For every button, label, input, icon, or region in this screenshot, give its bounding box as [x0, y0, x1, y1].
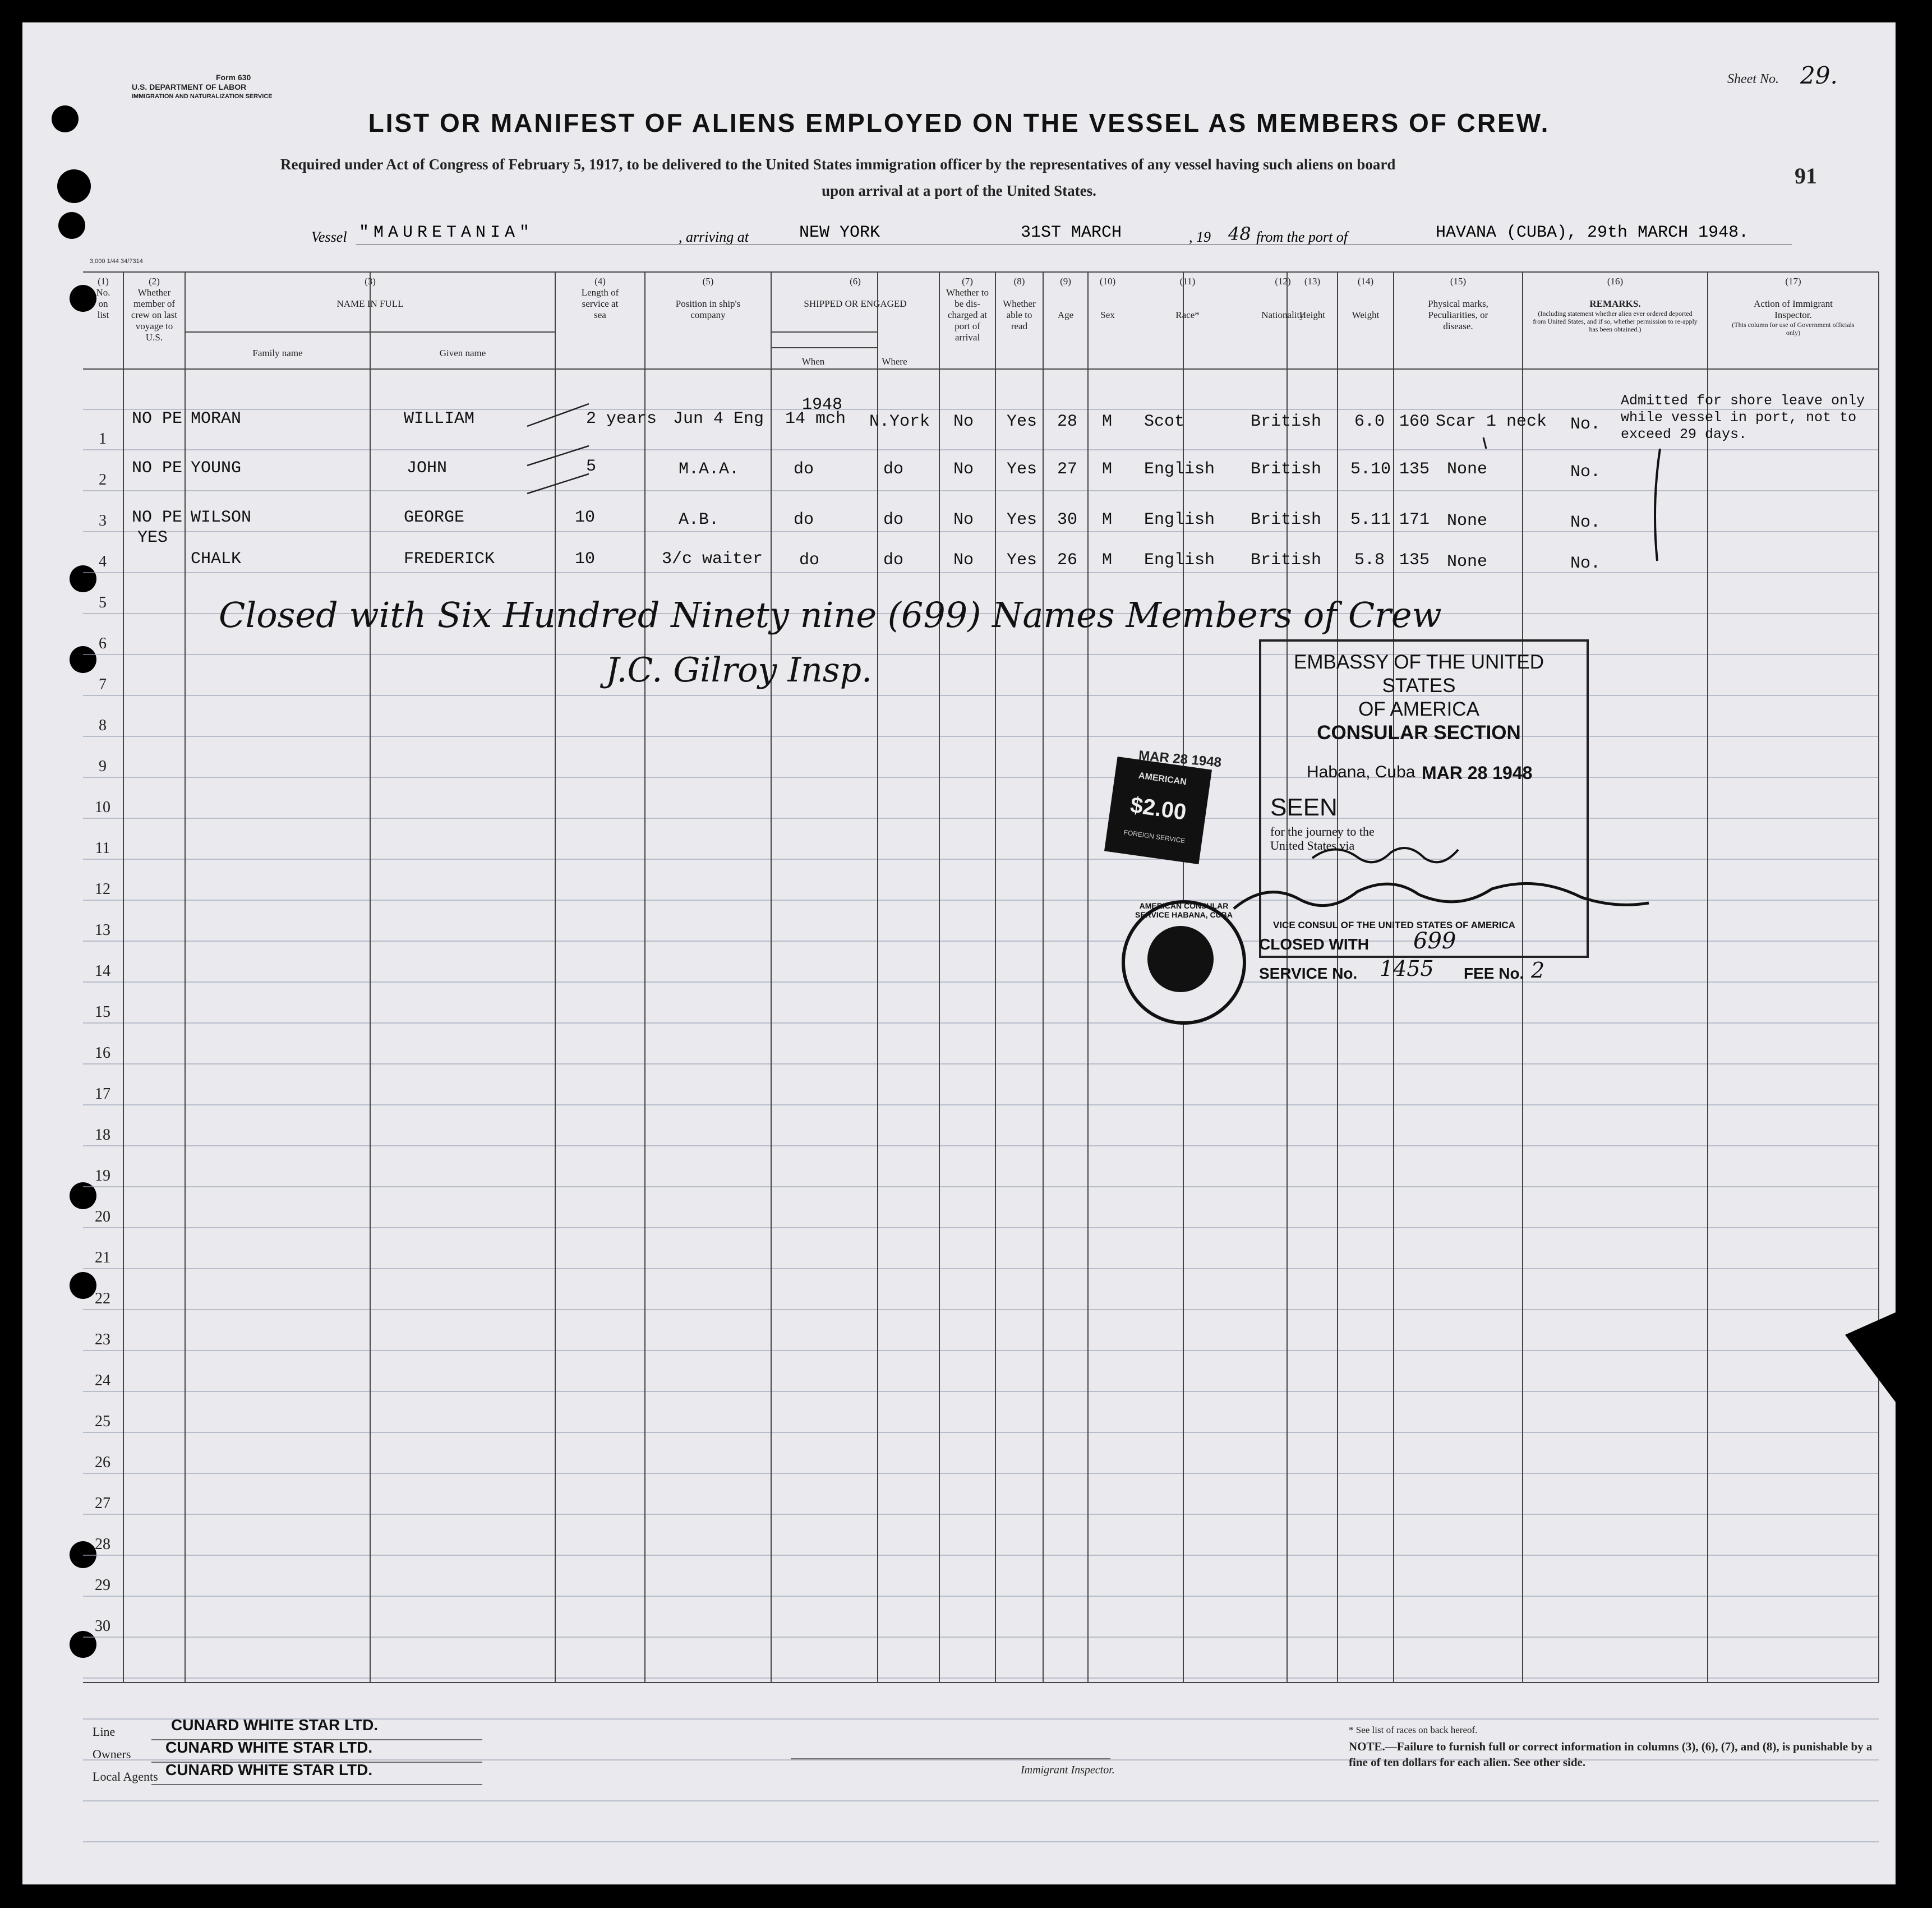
cell-race: English: [1144, 551, 1215, 570]
col-num-16: (16): [1607, 276, 1624, 287]
cell-service: 10: [575, 550, 596, 569]
cell-remarks: No.: [1570, 513, 1601, 532]
col-num-10: (10): [1099, 276, 1116, 287]
stamp-seen: SEEN: [1270, 794, 1338, 821]
shore-leave-note: Admitted for shore leave only while vessel in port, not to exceed 29 days.: [1621, 393, 1865, 443]
row-number: 11: [95, 840, 110, 857]
col-num-13: (13): [1304, 276, 1321, 287]
cell-race: English: [1144, 460, 1215, 479]
cell-read: Yes: [1007, 551, 1038, 570]
row-number: 18: [95, 1126, 110, 1144]
cell-service: 5: [586, 457, 597, 476]
cell-when: do: [794, 460, 814, 479]
family-name-header: Family name: [252, 348, 303, 358]
col-num-6: (6): [850, 276, 861, 287]
form-number: Form 630: [216, 73, 251, 82]
col-num-11: (11): [1179, 276, 1196, 287]
fee-stamp: [1104, 757, 1212, 864]
cell-where: N.York: [869, 412, 930, 431]
inspector-label: Immigrant Inspector.: [1021, 1764, 1115, 1776]
col-num-12: (12): [1275, 276, 1291, 287]
col-label-3: NAME IN FULL: [336, 298, 404, 309]
col-num-1: (1): [98, 276, 109, 287]
when-header: When: [801, 356, 825, 367]
vessel-name: "MAURETANIA": [359, 223, 534, 242]
cell-given: FREDERICK: [404, 550, 495, 569]
footer-line-label: Line: [93, 1725, 116, 1739]
col-num-17: (17): [1785, 276, 1801, 287]
torn-edge: [1845, 1312, 1896, 1402]
footer-owners-value: CUNARD WHITE STAR LTD.: [165, 1739, 373, 1756]
cell-remarks: No.: [1570, 415, 1601, 434]
col-label-13: Height: [1299, 310, 1326, 320]
col-num-4: (4): [594, 276, 606, 287]
subtitle-line2: upon arrival at a port of the United States.: [822, 182, 1096, 199]
col-label-15: Physical marks, Peculiarities, or disease.: [1428, 298, 1488, 331]
arriving-label: , arriving at: [679, 229, 749, 245]
fee-stamp-date: MAR 28 1948: [1138, 748, 1223, 771]
row-number: 13: [95, 921, 110, 939]
cell-family: CHALK: [191, 550, 242, 569]
cell-remarks: No.: [1570, 463, 1601, 482]
cell-race: English: [1144, 510, 1215, 529]
row-number: 2: [99, 471, 107, 488]
cell-weight: 135: [1399, 551, 1430, 570]
cell-when: do: [799, 551, 820, 570]
cell-when: 14 mch: [785, 409, 846, 428]
col-label-14: Weight: [1352, 310, 1380, 320]
cell-when: do: [794, 510, 814, 529]
remarks-note: (Including statement whether alien ever ordered deported from United States, and if so, whether permission to re-apply has been obtained.): [1533, 310, 1698, 333]
stamp-journey1: for the journey to the: [1270, 824, 1375, 838]
cell-discharged: No: [953, 412, 974, 431]
fee-stamp-line3: FOREIGN SERVICE: [1123, 828, 1186, 845]
cell-where: do: [883, 460, 904, 479]
penalty-note: NOTE.—Failure to furnish full or correct information in columns (3), (6), (7), and (8), is punishable by a fine of ten dollars for each alien. See other side.: [1349, 1740, 1873, 1769]
col-label-5: Position in ship's company: [675, 298, 741, 320]
from-port-label: from the port of: [1256, 229, 1348, 245]
row-number: 15: [95, 1003, 110, 1021]
handwritten-inspector-signature: J.C. Gilroy Insp.: [606, 651, 873, 690]
col-label-8: Whether able to read: [1003, 298, 1036, 331]
seal-text: AMERICAN CONSULAR SERVICE HABANA, CUBA: [1135, 901, 1233, 919]
service-name: IMMIGRATION AND NATURALIZATION SERVICE: [132, 93, 273, 100]
row-number: 25: [95, 1413, 110, 1430]
stamp-closed-with-value: 699: [1413, 928, 1456, 954]
sheet-no-value: 29.: [1800, 62, 1838, 89]
stamp-closed-with-label: CLOSED WITH: [1259, 935, 1369, 953]
cell-height: 5.8: [1354, 551, 1385, 570]
cell-discharged: No: [953, 460, 974, 479]
sheet-no-label: Sheet No.: [1727, 72, 1779, 86]
cell-weight: 160: [1399, 412, 1430, 431]
cell-marks: Scar 1 neck: [1436, 412, 1547, 431]
cell-service: 2 years: [586, 409, 657, 428]
row-number: 17: [95, 1085, 110, 1103]
cell-weight: 135: [1399, 460, 1430, 479]
row-number: 24: [95, 1372, 110, 1389]
print-code: 3,000 1/44 34/7314: [90, 258, 143, 265]
stamp-line2: OF AMERICA: [1358, 698, 1479, 720]
row-number: 10: [95, 799, 110, 816]
eagle-emblem-icon: [1147, 926, 1214, 992]
row-number: 3: [99, 512, 107, 529]
cell-weight: 171: [1399, 510, 1430, 529]
col-num-8: (8): [1013, 276, 1025, 287]
stamp-service-label: SERVICE No.: [1259, 965, 1358, 982]
cell-marks: None: [1447, 460, 1488, 479]
col-label-2: Whether member of crew on last voyage to U.S.: [131, 287, 178, 343]
stamp-date: MAR 28 1948: [1422, 763, 1533, 783]
cell-age: 30: [1057, 510, 1078, 529]
cell-position: M.A.A.: [679, 460, 740, 479]
cell-where: do: [883, 510, 904, 529]
col-label-6: SHIPPED OR ENGAGED: [804, 298, 907, 309]
cell-age: 27: [1057, 460, 1078, 479]
cell-nationality: British: [1251, 460, 1322, 479]
row-number: 22: [95, 1290, 110, 1307]
row-number: 8: [99, 717, 107, 734]
cell-prev: NO PE: [132, 459, 183, 478]
cell-marks: None: [1447, 511, 1488, 531]
footer-line-value: CUNARD WHITE STAR LTD.: [171, 1716, 379, 1734]
row-number: 20: [95, 1208, 110, 1225]
page-title: LIST OR MANIFEST OF ALIENS EMPLOYED ON THE VESSEL AS MEMBERS OF CREW.: [368, 108, 1550, 137]
col-label-12: Nationality: [1261, 310, 1304, 320]
cell-position: 3/c waiter: [662, 550, 763, 569]
col-num-2: (2): [149, 276, 160, 287]
cell-given: GEORGE: [404, 508, 465, 527]
stamp-journey2: United States via: [1270, 838, 1355, 852]
cell-sex: M: [1102, 412, 1113, 431]
page-number: 91: [1795, 163, 1817, 188]
cell-given: WILLIAM: [404, 409, 475, 428]
row-number: 27: [95, 1495, 110, 1512]
cell-read: Yes: [1007, 510, 1038, 529]
col-num-3: (3): [365, 276, 376, 287]
department-name: U.S. DEPARTMENT OF LABOR: [132, 82, 247, 91]
year-value: 48: [1228, 223, 1251, 245]
col-label-1: No. on list: [96, 287, 110, 320]
cell-sex: M: [1102, 551, 1113, 570]
row-number: 1: [99, 430, 107, 448]
cell-sex: M: [1102, 510, 1113, 529]
fee-stamp-line1: AMERICAN: [1137, 771, 1187, 787]
cell-age: 28: [1057, 412, 1078, 431]
row-number: 14: [95, 962, 110, 980]
cell-nationality: British: [1251, 510, 1322, 529]
given-name-header: Given name: [439, 348, 486, 358]
cell-nationality: British: [1251, 412, 1322, 431]
cell-height: 5.11: [1350, 510, 1391, 529]
footer-agents-value: CUNARD WHITE STAR LTD.: [165, 1761, 373, 1778]
stamp-city: Habana, Cuba: [1307, 763, 1415, 781]
cell-height: 6.0: [1354, 412, 1385, 431]
col-label-16: REMARKS.: [1589, 298, 1641, 309]
cell-nationality: British: [1251, 551, 1322, 570]
cell-prev: YES: [137, 528, 168, 547]
cell-family: MORAN: [191, 409, 242, 428]
cell-family: YOUNG: [191, 459, 242, 478]
arrival-date: 31ST MARCH: [1021, 223, 1122, 242]
cell-marks: None: [1447, 552, 1488, 572]
cell-height: 5.10: [1350, 460, 1391, 479]
consular-stamp-text: [1256, 651, 1581, 745]
consular-seal: [1122, 900, 1246, 1025]
stamp-vice-consul: VICE CONSUL OF THE UNITED STATES OF AMERICA: [1273, 920, 1515, 930]
col-label-10: Sex: [1100, 310, 1115, 320]
row-number: 23: [95, 1331, 110, 1348]
col-num-15: (15): [1450, 276, 1467, 287]
footer-agents-label: Local Agents: [93, 1769, 158, 1783]
cell-read: Yes: [1007, 412, 1038, 431]
col-num-5: (5): [702, 276, 714, 287]
row-number: 9: [99, 758, 107, 775]
stamp-line1: EMBASSY OF THE UNITED STATES: [1293, 651, 1544, 697]
footer-owners-label: Owners: [93, 1747, 131, 1761]
col-label-4: Length of service at sea: [581, 287, 619, 320]
row-number: 7: [99, 676, 107, 693]
col-num-9: (9): [1060, 276, 1071, 287]
col-label-11: Race*: [1175, 310, 1200, 320]
row-number: 21: [95, 1249, 110, 1266]
stamp-service-value: 1455: [1380, 956, 1434, 981]
cell-age: 26: [1057, 551, 1078, 570]
col-label-17: Action of Immigrant Inspector.: [1754, 298, 1833, 320]
col-num-7: (7): [962, 276, 973, 287]
cell-given: JOHN: [407, 459, 448, 478]
races-note: * See list of races on back hereof.: [1349, 1725, 1478, 1735]
cell-service: 10: [575, 508, 596, 527]
cell-prev: NO PE: [132, 409, 183, 428]
inspector-note: (This column for use of Government officials only): [1732, 321, 1855, 337]
row-number: 6: [99, 635, 107, 652]
where-header: Where: [882, 356, 907, 367]
stamp-fee-label: FEE No.: [1464, 965, 1524, 982]
cell-position: Jun 4 Eng: [673, 409, 764, 428]
col-label-7: Whether to be dis-charged at port of arrival: [946, 287, 989, 343]
col-label-9: Age: [1057, 310, 1074, 320]
row-number: 26: [95, 1454, 110, 1471]
row-number: 19: [95, 1167, 110, 1185]
handwritten-closing-note: Closed with Six Hundred Ninety nine (699) Names Members of Crew: [219, 594, 1442, 635]
year-label: , 19: [1189, 229, 1211, 245]
manifest-sheet: [22, 22, 1896, 1884]
col-num-14: (14): [1357, 276, 1374, 287]
cell-read: Yes: [1007, 460, 1038, 479]
row-number: 30: [95, 1617, 110, 1635]
cell-family: WILSON: [191, 508, 252, 527]
stamp-line3: CONSULAR SECTION: [1317, 722, 1521, 744]
cell-remarks: No.: [1570, 554, 1601, 573]
vessel-label: Vessel: [311, 229, 347, 245]
cell-race: Scot: [1144, 412, 1185, 431]
row-number: 29: [95, 1577, 110, 1594]
when-year: 1948: [802, 395, 843, 414]
cell-prev: NO PE: [132, 508, 183, 527]
row-number: 5: [99, 594, 107, 611]
row-number: 28: [95, 1536, 110, 1553]
cell-discharged: No: [953, 510, 974, 529]
fee-stamp-value: $2.00: [1128, 792, 1188, 825]
cell-sex: M: [1102, 460, 1113, 479]
cell-position: A.B.: [679, 510, 720, 529]
cell-where: do: [883, 551, 904, 570]
row-number: 4: [99, 553, 107, 570]
subtitle-line1: Required under Act of Congress of February 5, 1917, to be delivered to the United States immigration officer by the representatives of any vessel having such aliens on board: [280, 156, 1396, 173]
row-number: 12: [95, 881, 110, 898]
arriving-port: NEW YORK: [799, 223, 880, 242]
cell-discharged: No: [953, 551, 974, 570]
from-port: HAVANA (CUBA), 29th MARCH 1948.: [1436, 223, 1749, 242]
row-number: 16: [95, 1044, 110, 1062]
stamp-fee-value: 2: [1531, 958, 1545, 983]
